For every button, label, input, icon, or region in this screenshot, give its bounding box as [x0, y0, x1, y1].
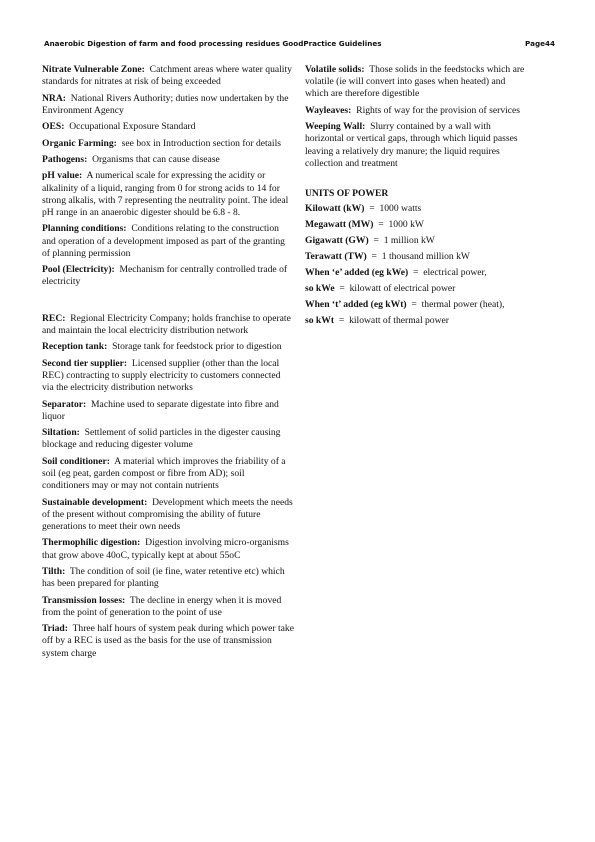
glossary-definition: Organisms that can cause disease [92, 153, 220, 165]
page-number: Page44 [525, 39, 555, 48]
unit-entry [305, 251, 530, 263]
glossary-entry [42, 223, 294, 260]
glossary-definition: Development which meets the needs of the present without compromising the ability of future generations to meet their own needs [42, 496, 293, 532]
glossary-definition: Three half hours of system peak during which power take off by a REC is used as the basis for the use of transmission system charge [42, 623, 294, 659]
glossary-definition: A numerical scale for expressing the acidity or alkalinity of a liquid, ranging from 0 for strong acids to 14 for strong alkalis, with 7 representing the neutrality point. The ideal pH range in an anaerobic digester should be 6.8 - 8. [42, 170, 289, 218]
glossary-entry [42, 154, 294, 166]
unit-term: When ‘t’ added (eg kWt) [305, 299, 407, 311]
glossary-entry [42, 313, 294, 337]
equals-sign: = [339, 283, 345, 295]
glossary-term: Tilth: [42, 565, 66, 577]
glossary-term: Reception tank: [42, 341, 108, 353]
unit-definition: thermal power (heat), [421, 299, 505, 311]
glossary-term: Nitrate Vulnerable Zone: [42, 64, 145, 75]
glossary-definition: Rights of way for the provision of services [356, 104, 521, 116]
glossary-definition: Mechanism for centrally controlled trade of electricity [42, 264, 288, 288]
document-title: Anaerobic Digestion of farm and food processing residues GoodPractice Guidelines [44, 39, 382, 48]
glossary-definition: see box in Introduction section for details [121, 137, 281, 149]
equals-sign: = [413, 267, 419, 279]
unit-definition: 1 million kW [383, 235, 435, 247]
unit-term: so kWt [305, 315, 335, 327]
glossary-definition: Storage tank for feedstock prior to digestion [112, 341, 282, 353]
glossary-group-r-t [42, 313, 294, 660]
glossary-definition: A material which improves the friability of a soil (eg peat, garden compost or fibre from AD); soil conditioners may or may not contain nutrients [42, 455, 286, 492]
glossary-term: Volatile solids: [305, 64, 365, 75]
equals-sign: = [411, 299, 417, 311]
unit-definition: electrical power, [423, 267, 487, 279]
glossary-entry [42, 138, 294, 150]
glossary-entry [42, 497, 294, 534]
unit-term: Kilowatt (kW) [305, 203, 365, 215]
unit-entry [305, 203, 530, 215]
glossary-term: Separator: [42, 398, 87, 410]
equals-sign: = [373, 235, 379, 247]
glossary-definition: Regional Electricity Company; holds franchise to operate and maintain the local electricity distribution network [42, 312, 291, 336]
unit-entry [305, 219, 530, 231]
glossary-entry [42, 93, 294, 117]
glossary-definition: Slurry contained by a wall with horizontal or vertical gaps, through which liquid passes leaving a relatively dry manure; the liquid requires collection and treatment [305, 121, 518, 169]
unit-entry [305, 283, 530, 295]
glossary-entry [42, 121, 294, 133]
unit-entry [305, 267, 530, 279]
unit-entry [305, 299, 530, 311]
glossary-entry [42, 64, 294, 88]
units-of-power-list [305, 203, 530, 327]
glossary-term: Sustainable development: [42, 496, 148, 508]
glossary-definition: Occupational Exposure Standard [69, 121, 196, 133]
glossary-right-column [305, 64, 530, 331]
glossary-group-v-w [305, 64, 530, 170]
glossary-term: Thermophilic digestion: [42, 537, 141, 549]
glossary-entry [42, 399, 294, 423]
glossary-definition: Machine used to separate digestate into fibre and liquor [42, 398, 279, 422]
glossary-entry [42, 170, 294, 219]
glossary-entry [42, 537, 294, 561]
page-header [44, 39, 555, 53]
glossary-term: NRA: [42, 92, 66, 104]
glossary-definition: Settlement of solid particles in the digester causing blockage and reducing digester volume [42, 427, 281, 451]
glossary-entry [42, 341, 294, 353]
glossary-group-n-p [42, 64, 294, 289]
glossary-entry [305, 121, 530, 170]
glossary-definition: National Rivers Authority; duties now undertaken by the Environment Agency [42, 92, 289, 116]
glossary-left-column [42, 64, 294, 664]
glossary-entry [42, 595, 294, 619]
unit-definition: kilowatt of electrical power [349, 283, 456, 295]
glossary-definition: Digestion involving micro-organisms that grow above 40oC, typically kept at about 55oC [42, 537, 289, 561]
unit-definition: kilowatt of thermal power [349, 315, 449, 327]
glossary-entry [42, 623, 294, 660]
unit-term: When ‘e’ added (eg kWe) [305, 267, 409, 279]
glossary-definition: The condition of soil (ie fine, water retentive etc) which has been prepared for planting [42, 565, 285, 590]
glossary-term: REC: [42, 312, 66, 324]
glossary-term: OES: [42, 121, 65, 133]
equals-sign: = [378, 219, 384, 231]
glossary-definition: Licensed supplier (other than the local REC) contracting to supply electricity to customers connected via the electricity distribution networks [42, 357, 281, 394]
glossary-entry [42, 427, 294, 451]
glossary-term: Pool (Electricity): [42, 264, 115, 276]
unit-term: Terawatt (TW) [305, 251, 367, 263]
units-of-power-heading: UNITS OF POWER [305, 188, 389, 199]
glossary-definition: The decline in energy when it is moved from the point of generation to the point of use [42, 594, 282, 618]
glossary-term: Weeping Wall: [305, 121, 366, 133]
unit-definition: 1000 watts [379, 203, 422, 215]
unit-entry [305, 315, 530, 327]
glossary-entry [305, 64, 530, 101]
glossary-entry [42, 456, 294, 493]
unit-term: Megawatt (MW) [305, 219, 374, 231]
equals-sign: = [371, 251, 377, 263]
glossary-term: Siltation: [42, 427, 80, 439]
unit-term: so kWe [305, 283, 335, 295]
glossary-term: Pathogens: [42, 153, 88, 165]
glossary-term: Transmission losses: [42, 594, 126, 606]
unit-entry [305, 235, 530, 247]
glossary-term: Soil conditioner: [42, 455, 110, 467]
glossary-definition: Catchment areas where water quality standards for nitrates at risk of being exceeded [42, 64, 292, 88]
glossary-term: Second tier supplier: [42, 357, 128, 369]
glossary-entry [42, 566, 294, 590]
glossary-term: Organic Farming: [42, 137, 117, 149]
equals-sign: = [338, 315, 345, 327]
glossary-entry [305, 105, 530, 117]
glossary-term: Wayleaves: [305, 104, 352, 116]
unit-definition: 1000 kW [388, 219, 424, 231]
equals-sign: = [369, 203, 375, 215]
unit-term: Gigawatt (GW) [305, 235, 369, 247]
unit-definition: 1 thousand million kW [381, 251, 470, 263]
glossary-term: pH value: [42, 170, 83, 182]
glossary-term: Planning conditions: [42, 223, 127, 235]
glossary-entry [42, 264, 294, 288]
glossary-definition: Those solids in the feedstocks which are volatile (ie will convert into gases when heated) and which are therefore digestible [305, 64, 525, 100]
glossary-definition: Conditions relating to the construction and operation of a development imposed as part of the granting of planning permission [42, 223, 285, 259]
glossary-term: Triad: [42, 623, 68, 635]
glossary-entry [42, 358, 294, 395]
group-gap [42, 293, 294, 313]
